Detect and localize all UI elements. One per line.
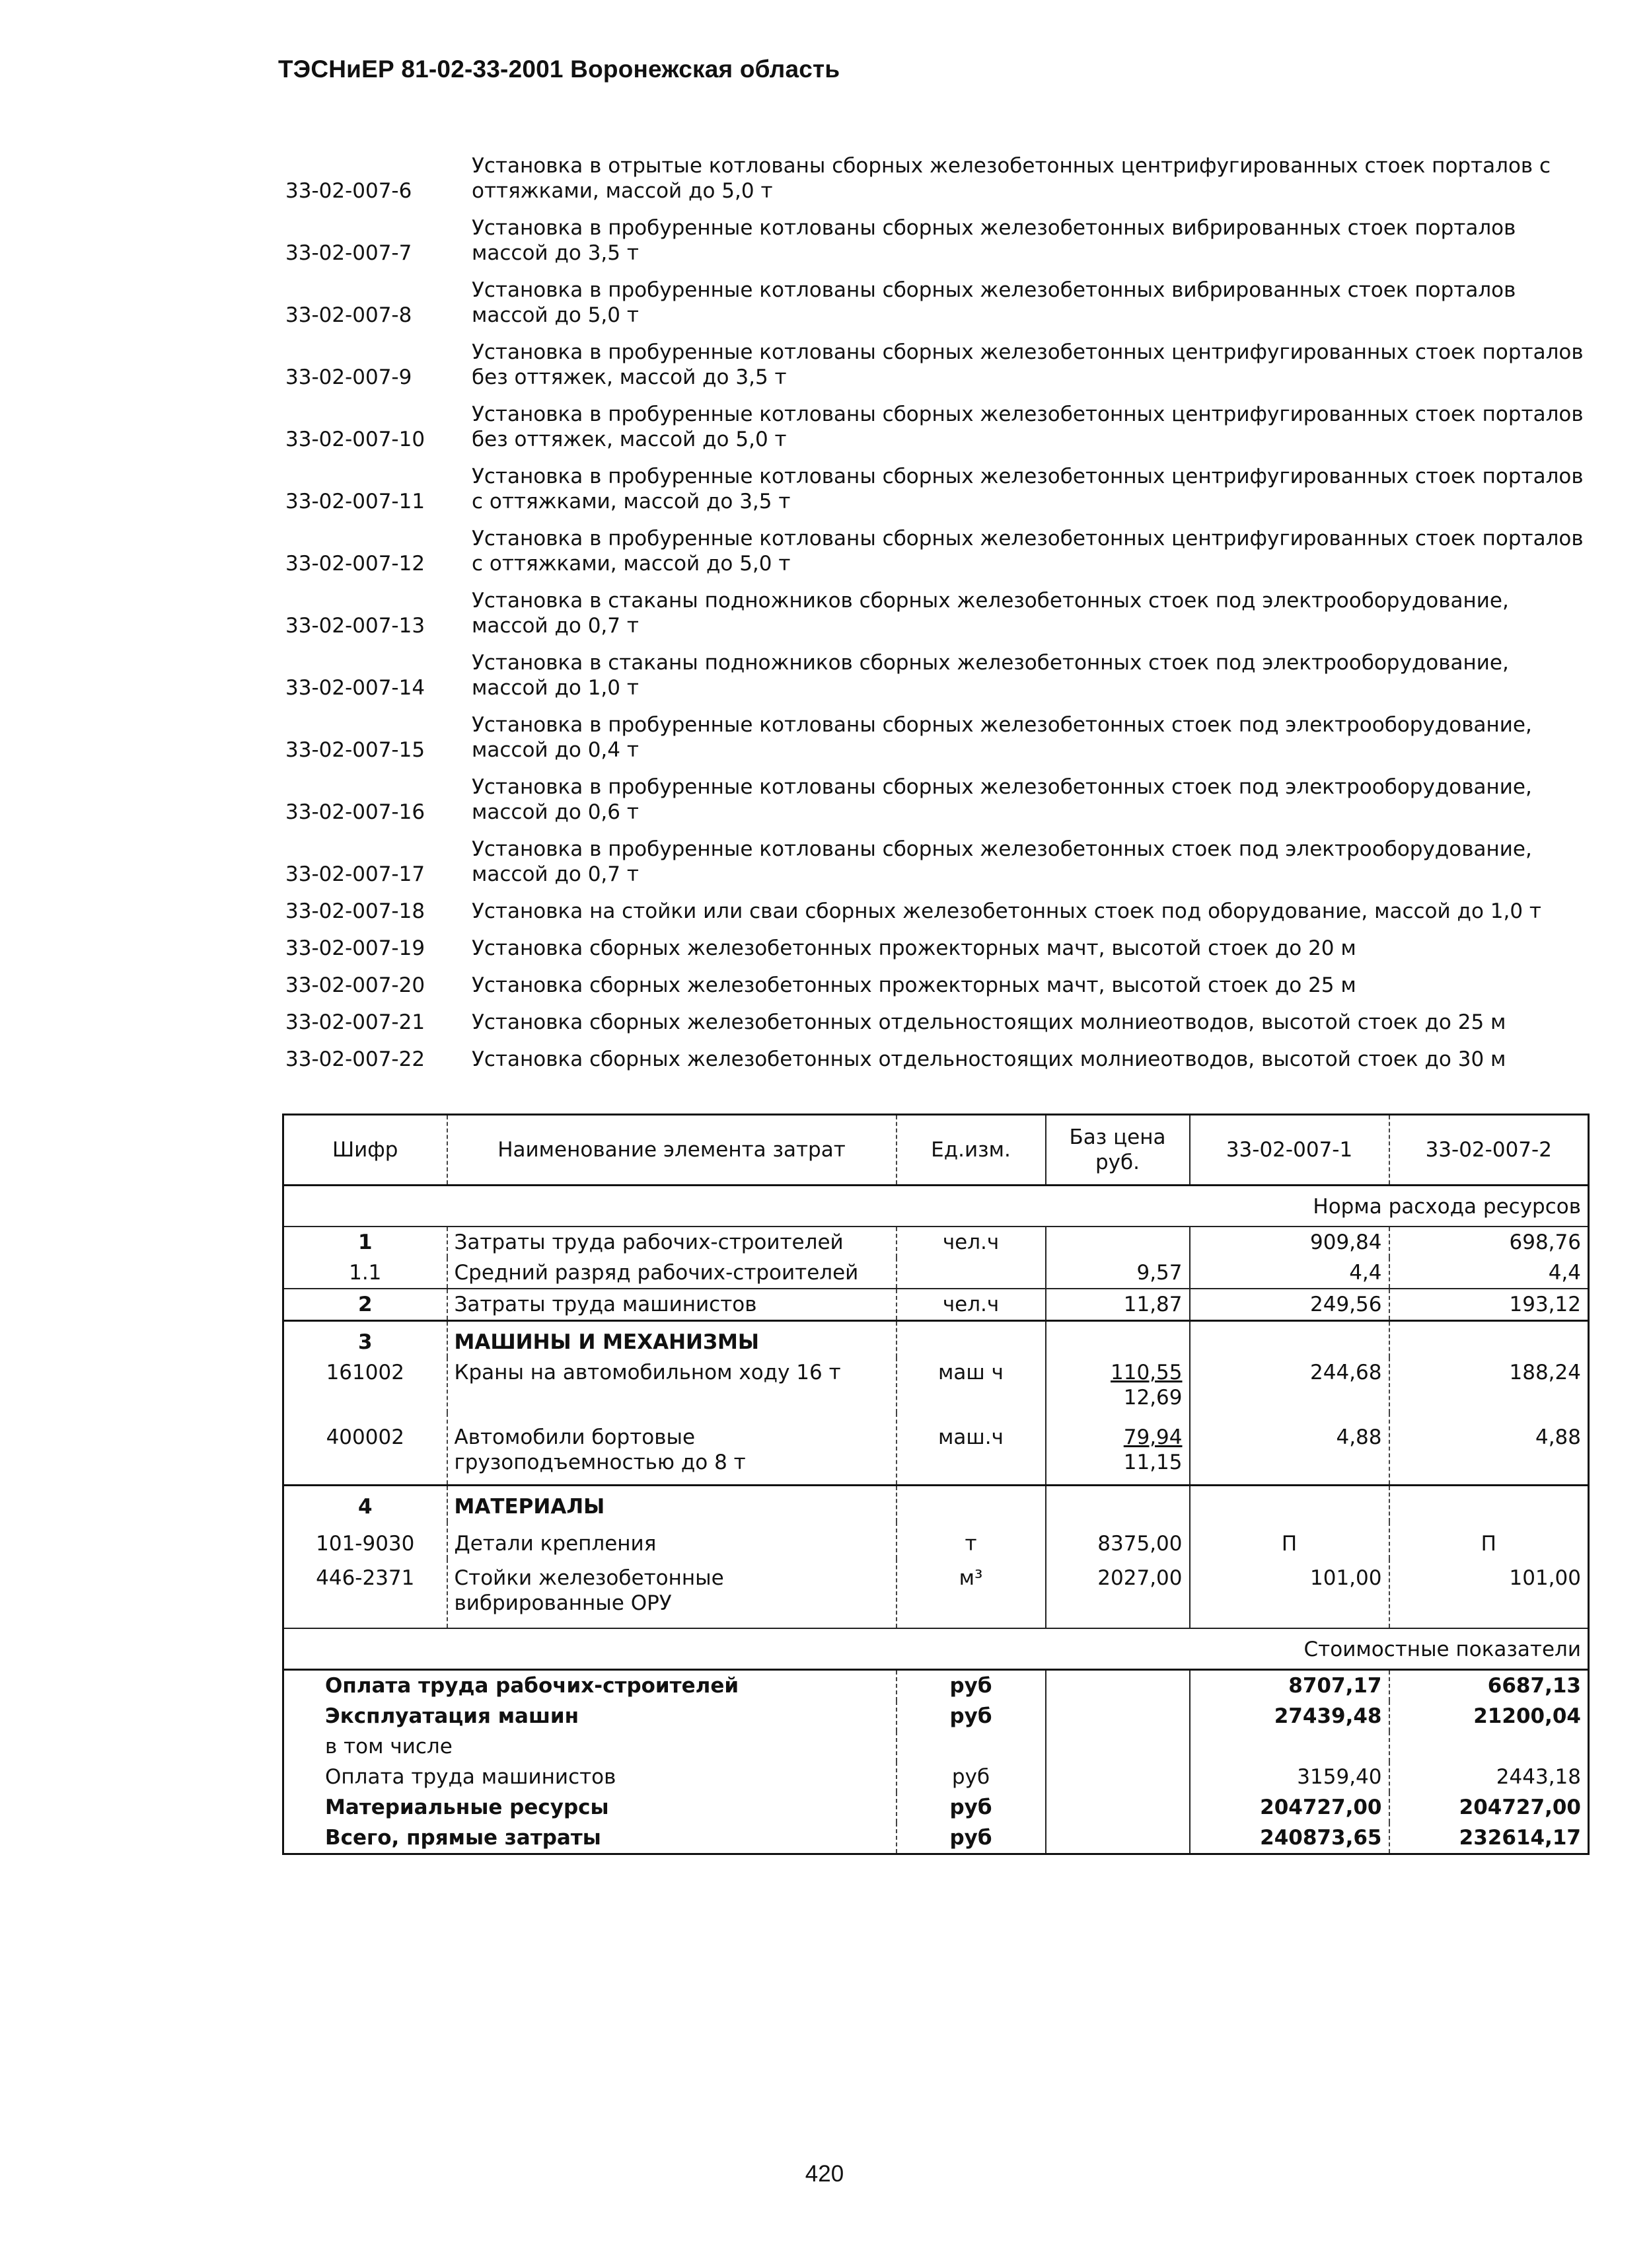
page-header-title: ТЭСНиЕР 81-02-33-2001 Воронежская область — [278, 56, 840, 83]
row-value-1: 101,00 — [1190, 1559, 1389, 1628]
list-item — [285, 340, 1587, 390]
row-name: Стойки железобетонные вибрированные ОРУ — [447, 1559, 897, 1628]
cost-unit: руб — [897, 1701, 1046, 1731]
row-value-2: П — [1389, 1522, 1589, 1559]
cost-unit — [897, 1731, 1046, 1762]
cost-name: Оплата труда машинистов — [325, 1765, 616, 1789]
item-code: 33-02-007-11 — [285, 490, 425, 513]
col-header-name: Наименование элемента затрат — [447, 1115, 897, 1186]
row-code: 1 — [283, 1227, 447, 1258]
list-item — [285, 899, 1587, 924]
row-unit: м³ — [897, 1559, 1046, 1628]
cost-row — [283, 1731, 1589, 1762]
list-item — [285, 775, 1587, 825]
norma-label: Норма расхода ресурсов — [1313, 1195, 1581, 1219]
table-header-row — [283, 1115, 1589, 1186]
list-item — [285, 278, 1587, 328]
row-price: 11,87 — [1046, 1289, 1190, 1321]
item-code: 33-02-007-12 — [285, 552, 425, 576]
table-row — [283, 1227, 1589, 1258]
table-row — [283, 1522, 1589, 1559]
table-row — [283, 1559, 1589, 1628]
price-primary: 79,94 — [1123, 1425, 1183, 1449]
item-code: 33-02-007-16 — [285, 800, 425, 824]
col-header-33-02-007-2: 33-02-007-2 — [1389, 1115, 1589, 1186]
table-row — [283, 1289, 1589, 1321]
list-item — [285, 215, 1587, 266]
cost-value-1: 3159,40 — [1190, 1762, 1389, 1792]
norma-label-row — [283, 1186, 1589, 1227]
col-header-base-price: Баз цена руб. — [1046, 1115, 1190, 1186]
price-secondary: 12,69 — [1123, 1386, 1183, 1410]
row-code: 446-2371 — [316, 1566, 415, 1590]
row-value-2: 193,12 — [1389, 1289, 1589, 1321]
list-item — [285, 402, 1587, 452]
row-price: 8375,00 — [1046, 1522, 1190, 1559]
row-name: Детали крепления — [447, 1522, 897, 1559]
item-list — [285, 153, 1587, 1084]
table-row — [283, 1357, 1589, 1413]
item-code: 33-02-007-18 — [285, 899, 425, 923]
row-name: Автомобили бортовые грузоподъемностью до 8 т — [447, 1413, 897, 1486]
col-header-unit: Ед.изм. — [897, 1115, 1046, 1186]
row-unit: чел.ч — [897, 1227, 1046, 1258]
col-header-shifr: Шифр — [283, 1115, 447, 1186]
row-code: 1.1 — [349, 1261, 382, 1285]
row-value-1: 909,84 — [1190, 1227, 1389, 1258]
item-text: Установка в стаканы подножников сборных железобетонных стоек под электрооборудование, массой до 0,7 т — [472, 589, 1509, 638]
item-text: Установка сборных железобетонных прожекторных мачт, высотой стоек до 25 м — [472, 973, 1356, 997]
cost-unit: руб — [897, 1670, 1046, 1702]
row-name: Затраты труда рабочих-строителей — [447, 1227, 897, 1258]
cost-unit: руб — [897, 1792, 1046, 1823]
cost-value-2: 21200,04 — [1389, 1701, 1589, 1731]
list-item — [285, 650, 1587, 700]
item-code: 33-02-007-20 — [285, 973, 425, 997]
item-text: Установка сборных железобетонных отдельностоящих молниеотводов, высотой стоек до 25 м — [472, 1010, 1506, 1034]
section-code: 4 — [283, 1486, 447, 1523]
list-item — [285, 464, 1587, 514]
cost-row — [283, 1670, 1589, 1702]
row-value-2: 698,76 — [1389, 1227, 1589, 1258]
cost-row — [283, 1792, 1589, 1823]
row-code: 101-9030 — [316, 1532, 415, 1556]
item-text: Установка в пробуренные котлованы сборных железобетонных центрифугированных стоек порталов без оттяжек, массой до 5,0 т — [472, 402, 1584, 451]
cost-value-2: 204727,00 — [1389, 1792, 1589, 1823]
cost-value-2 — [1389, 1731, 1589, 1762]
section-row-machines — [283, 1321, 1589, 1358]
cost-value-2: 2443,18 — [1389, 1762, 1589, 1792]
section-row-materials — [283, 1486, 1589, 1523]
item-code: 33-02-007-9 — [285, 365, 412, 389]
list-item — [285, 973, 1587, 998]
item-code: 33-02-007-21 — [285, 1010, 425, 1034]
item-code: 33-02-007-8 — [285, 303, 412, 327]
section-title: МАТЕРИАЛЫ — [447, 1486, 897, 1523]
cost-label-row — [283, 1628, 1589, 1670]
item-text: Установка в пробуренные котлованы сборных железобетонных центрифугированных стоек порталов с оттяжками, массой до 3,5 т — [472, 465, 1584, 513]
row-value-1: П — [1190, 1522, 1389, 1559]
item-code: 33-02-007-19 — [285, 936, 425, 960]
resource-table — [282, 1114, 1590, 1855]
cost-unit: руб — [897, 1762, 1046, 1792]
row-code: 400002 — [326, 1425, 404, 1449]
cost-row — [283, 1701, 1589, 1731]
item-text: Установка в пробуренные котлованы сборных железобетонных стоек под электрооборудование, массой до 0,6 т — [472, 775, 1532, 824]
cost-value-1: 204727,00 — [1190, 1792, 1389, 1823]
cost-value-2: 232614,17 — [1389, 1823, 1589, 1854]
row-value-2: 101,00 — [1389, 1559, 1589, 1628]
item-text: Установка в стаканы подножников сборных железобетонных стоек под электрооборудование, массой до 1,0 т — [472, 651, 1509, 700]
item-code: 33-02-007-6 — [285, 179, 412, 203]
col-header-33-02-007-1: 33-02-007-1 — [1190, 1115, 1389, 1186]
row-value-2: 4,88 — [1389, 1413, 1589, 1486]
table-row — [283, 1413, 1589, 1486]
row-price — [1046, 1357, 1190, 1413]
section-title: МАШИНЫ И МЕХАНИЗМЫ — [447, 1321, 897, 1358]
price-primary: 110,55 — [1111, 1361, 1183, 1384]
row-price — [1046, 1227, 1190, 1258]
row-value-2: 188,24 — [1389, 1357, 1589, 1413]
item-text: Установка в пробуренные котлованы сборных железобетонных вибрированных стоек порталов массой до 3,5 т — [472, 216, 1516, 265]
list-item — [285, 837, 1587, 887]
item-text: Установка в пробуренные котлованы сборных железобетонных вибрированных стоек порталов массой до 5,0 т — [472, 278, 1516, 327]
row-unit: чел.ч — [897, 1289, 1046, 1321]
cost-name: Материальные ресурсы — [325, 1796, 609, 1819]
item-code: 33-02-007-13 — [285, 614, 425, 638]
list-item — [285, 1047, 1587, 1072]
table-row — [283, 1258, 1589, 1289]
item-text: Установка в пробуренные котлованы сборных железобетонных центрифугированных стоек порталов с оттяжками, массой до 5,0 т — [472, 527, 1584, 576]
section-code: 3 — [283, 1321, 447, 1358]
item-text: Установка сборных железобетонных прожекторных мачт, высотой стоек до 20 м — [472, 936, 1356, 960]
item-text: Установка в отрытые котлованы сборных железобетонных центрифугированных стоек порталов с оттяжками, массой до 5,0 т — [472, 154, 1551, 203]
item-code: 33-02-007-17 — [285, 862, 425, 886]
cost-name: Оплата труда рабочих-строителей — [283, 1670, 897, 1702]
row-name: Затраты труда машинистов — [447, 1289, 897, 1321]
row-value-1: 4,88 — [1190, 1413, 1389, 1486]
row-value-2: 4,4 — [1389, 1258, 1589, 1289]
item-text: Установка на стойки или сваи сборных железобетонных стоек под оборудование, массой до 1,0 т — [472, 899, 1541, 923]
cost-name: Всего, прямые затраты — [325, 1826, 601, 1850]
item-text: Установка сборных железобетонных отдельностоящих молниеотводов, высотой стоек до 30 м — [472, 1047, 1506, 1071]
item-code: 33-02-007-15 — [285, 738, 425, 762]
cost-name: в том числе — [325, 1735, 453, 1758]
cost-row — [283, 1823, 1589, 1854]
row-value-1: 4,4 — [1190, 1258, 1389, 1289]
row-price — [1046, 1413, 1190, 1486]
row-unit: маш.ч — [897, 1413, 1046, 1486]
row-value-1: 244,68 — [1190, 1357, 1389, 1413]
cost-value-2: 6687,13 — [1389, 1670, 1589, 1702]
list-item — [285, 936, 1587, 961]
list-item — [285, 712, 1587, 763]
row-unit: т — [897, 1522, 1046, 1559]
item-text: Установка в пробуренные котлованы сборных железобетонных стоек под электрооборудование, массой до 0,7 т — [472, 837, 1532, 886]
row-name: Средний разряд рабочих-строителей — [447, 1258, 897, 1289]
cost-value-1: 240873,65 — [1190, 1823, 1389, 1854]
cost-name: Эксплуатация машин — [325, 1704, 579, 1728]
list-item — [285, 588, 1587, 638]
item-text: Установка в пробуренные котлованы сборных железобетонных центрифугированных стоек порталов без оттяжек, массой до 3,5 т — [472, 340, 1584, 389]
cost-value-1: 8707,17 — [1190, 1670, 1389, 1702]
item-code: 33-02-007-7 — [285, 241, 412, 265]
item-code: 33-02-007-10 — [285, 428, 425, 451]
cost-unit: руб — [897, 1823, 1046, 1854]
row-unit — [897, 1258, 1046, 1289]
cost-value-1 — [1190, 1731, 1389, 1762]
row-name: Краны на автомобильном ходу 16 т — [447, 1357, 897, 1413]
cost-label: Стоимостные показатели — [283, 1628, 1589, 1670]
list-item — [285, 526, 1587, 576]
item-code: 33-02-007-14 — [285, 676, 425, 700]
row-code: 161002 — [326, 1361, 404, 1384]
row-unit: маш ч — [897, 1357, 1046, 1413]
item-code: 33-02-007-22 — [285, 1047, 425, 1071]
page-number: 420 — [805, 2161, 844, 2187]
cost-value-1: 27439,48 — [1190, 1701, 1389, 1731]
row-code: 2 — [283, 1289, 447, 1321]
item-text: Установка в пробуренные котлованы сборных железобетонных стоек под электрооборудование, массой до 0,4 т — [472, 713, 1532, 762]
list-item — [285, 1010, 1587, 1035]
row-value-1: 249,56 — [1190, 1289, 1389, 1321]
list-item — [285, 153, 1587, 204]
row-price: 2027,00 — [1046, 1559, 1190, 1628]
price-secondary: 11,15 — [1123, 1451, 1183, 1474]
row-price: 9,57 — [1046, 1258, 1190, 1289]
cost-row — [283, 1762, 1589, 1792]
